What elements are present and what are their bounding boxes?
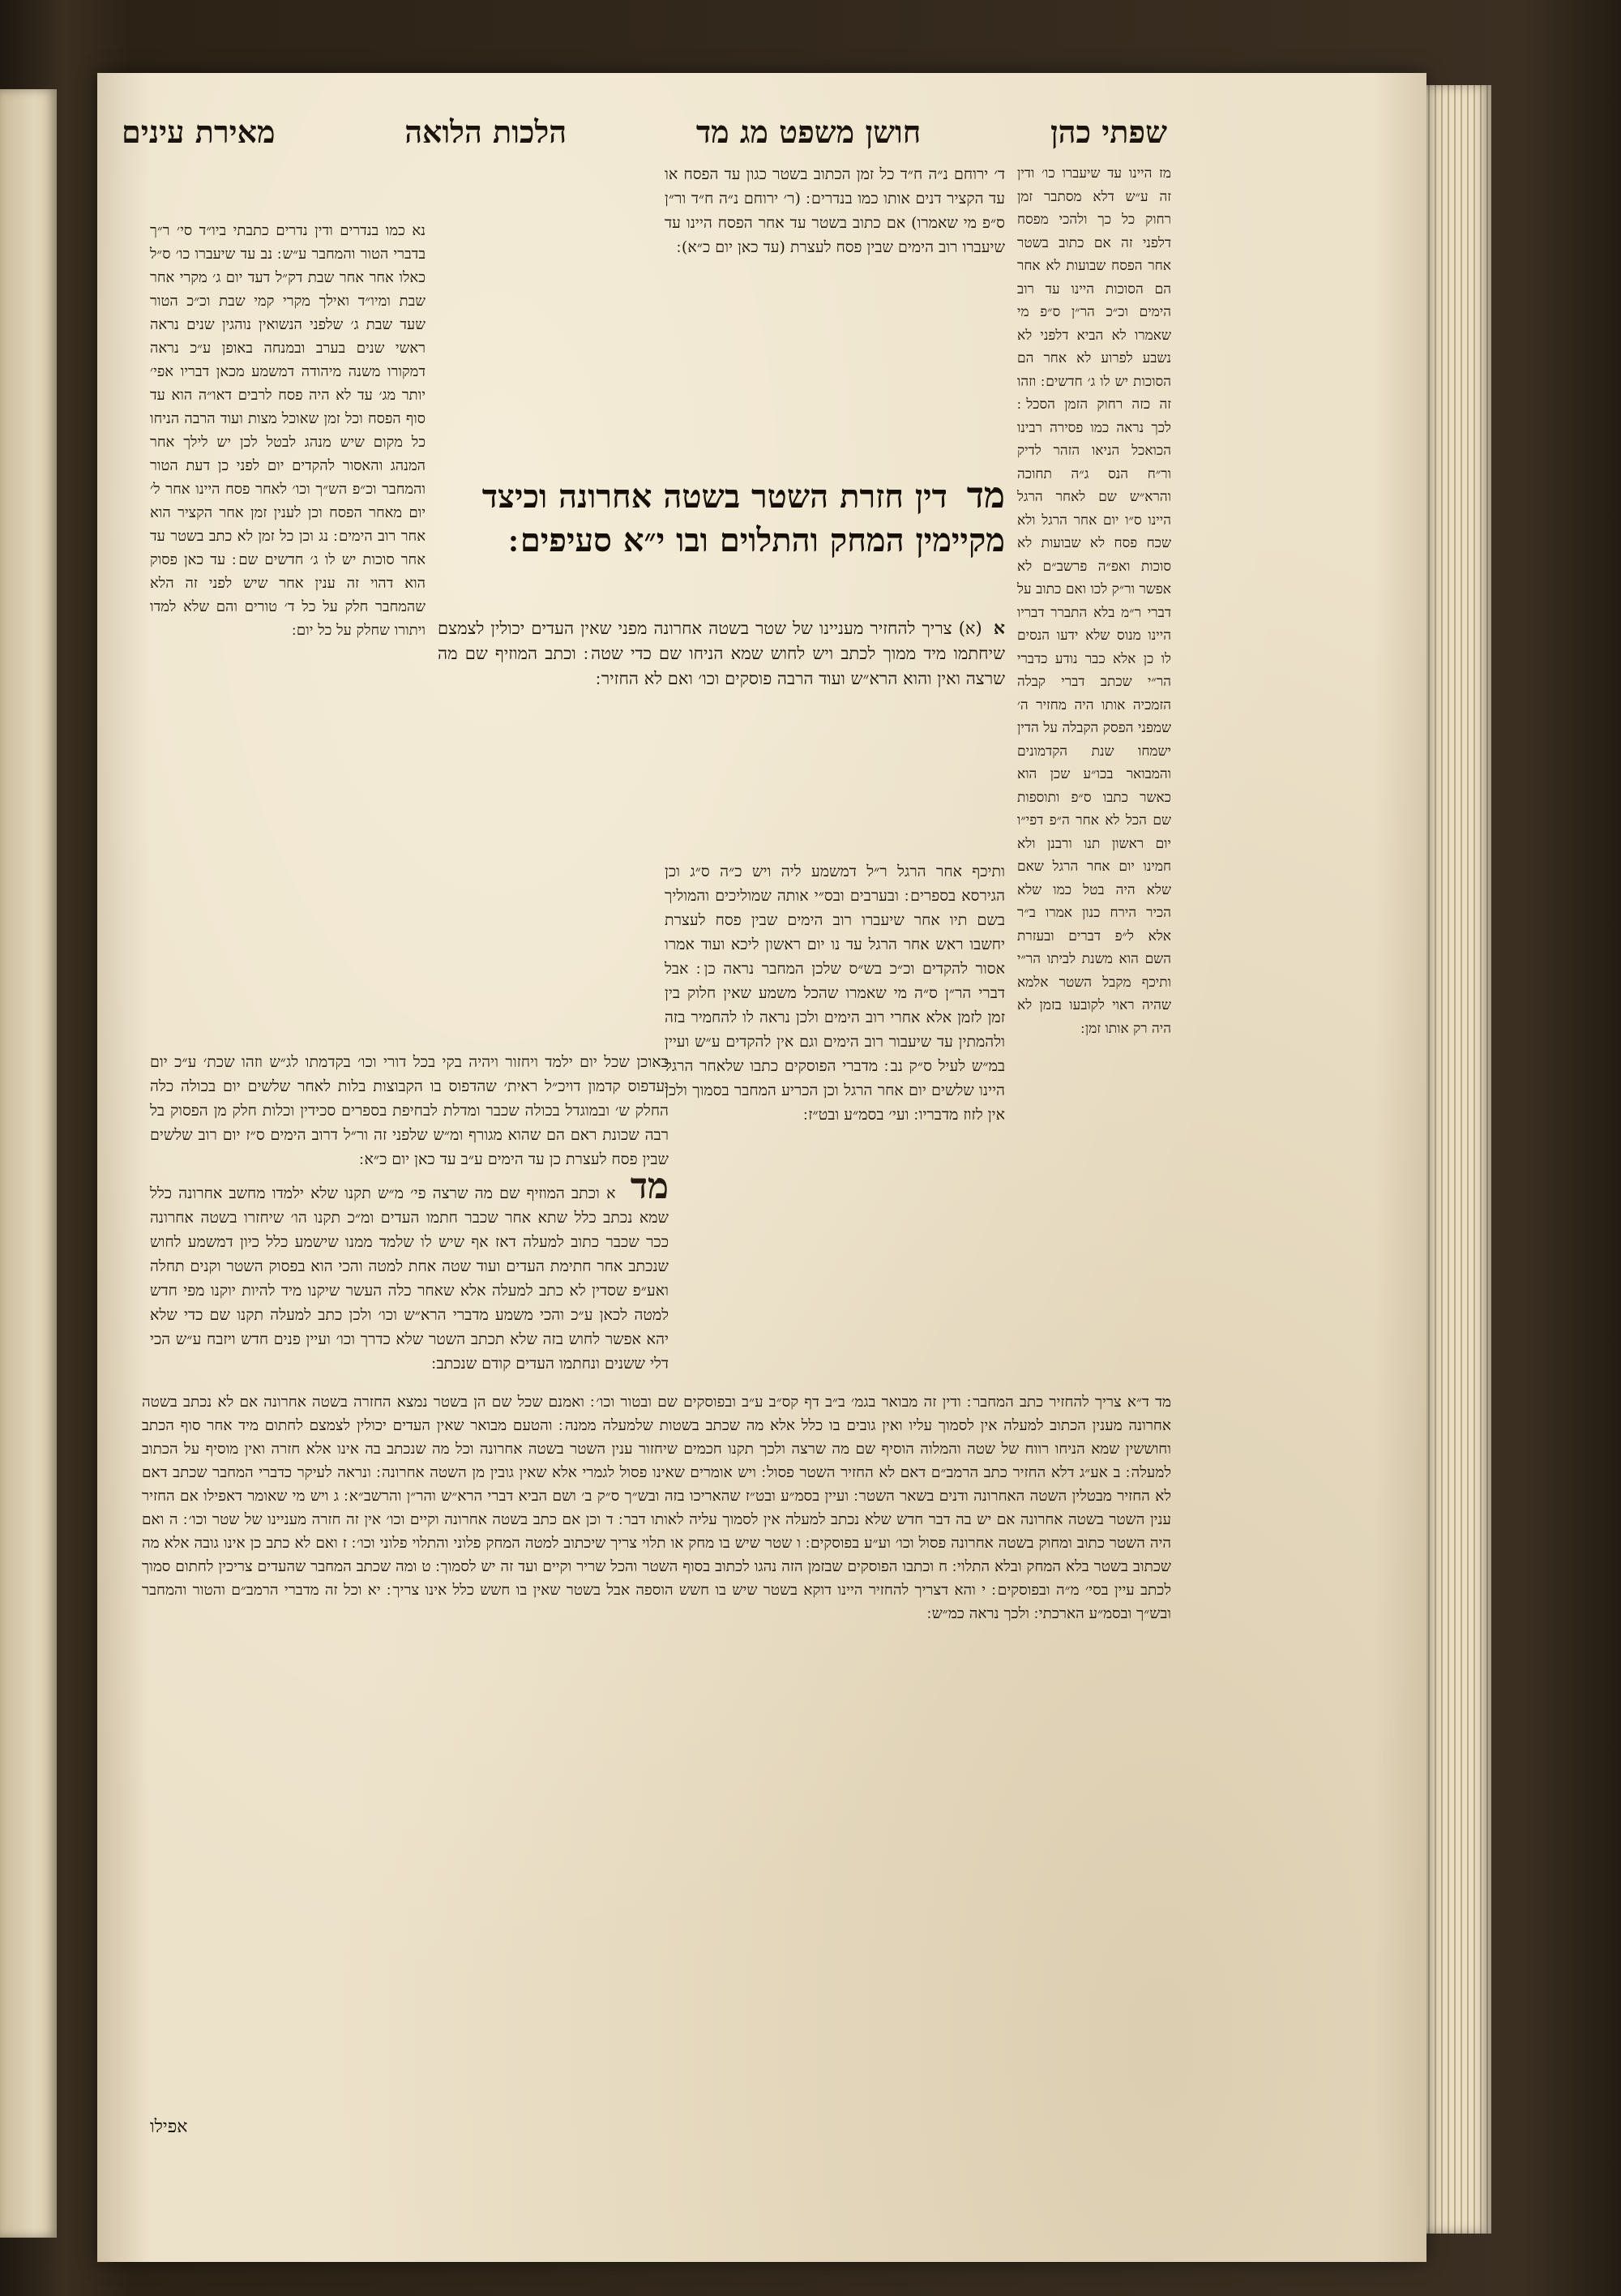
bottom-commentary-text: מד ד״א צריך להחזיר כתב המחבר ׃ ודין זה מבואר בגמ׳ ב״ב דף קס״ב ע״ב ובפוסקים שם ובטור וכו׳ ׃ ואמנם שכל שם הן בשטר נמצא החזרה בשטה אחרונה אם לא נכתב בשטה אחרונה מענין הכתוב למעלה אין לסמוך עליו ואין גובים בו כלל אלא מה שכתב בשטות שלמעלה ממנה ׃ והטעם מבואר שאין העדים יכולין לצמצם לחתום מיד אחר סוף הכתב וחוששין שמא הניחו רווח של שטה והמלוה הוסיף שם מה שרצה ולכך תקנו חכמים שיחזור ענין השטר בשטה אחרונה וכל מה שנכתב בה אינו אלא חזרה ואין מוסיף על הכתוב למעלה ׃ ב אע״ג דלא החזיר כתב הרמב״ם דאם לא החזיר השטר פסול ׃ ויש אומרים שאינו פסול לגמרי אלא שאין גובין מן השטה אחרונה ׃ ונראה לעיקר כדברי המחבר שכתב דאם לא החזיר מבטלין השטה האחרונה ודנים בשאר השטר ׃ ועיין בסמ״ע ובט״ז שהאריכו בזה ובש״ך ס״ק ב׳ ושם הביא דברי הרא״ש והר״ן והרשב״א ׃ ג ויש מי שאומר דאפילו אם החזיר ענין השטר בשטה אחרונה אם יש בה דבר חדש שלא נכתב למעלה אין לסמוך עליה לאותו דבר ׃ ד וכן אם כתב בשטה אחרונה וקיים וכו׳ אין זה חזרה מעניינו של שטר וכו׳ ׃ ה ואם היה השטר כתוב ומחוק בשטה אחרונה פסול וכו׳ וע״ע בפוסקים ׃ ו שטר שיש בו מחק או תלוי צריך שיכתוב למטה המחק פלוני והתלוי פלוני וכו׳ ׃ ז ואם לא כתב כן אינו גובה אלא מה שכתוב בשטר בלא המחק ובלא התלוי ׃ ח וכתבו הפוסקים שבזמן הזה נהגו לכתוב בסוף השטר והכל שריר וקיים ועד זה יש לסמוך ׃ ט ומה שכתב המחבר שהעדים צריכין לחתום סמוך לכתב עיין בסי׳ מ״ה ובפוסקים ׃ י והא דצריך להחזיר היינו דוקא בשטר שיש בו חשש הוספה אבל בשטר שאין בו חשש כלל אינו צריך ׃ יא וכל זה מדברי הרמב״ם והטור והמחבר ובש״ך ובסמ״ע הארכתי ׃ ולכך נראה כמ״ש ׃ <box>142 1394 1171 1622</box>
upper-middle-text: ד׳ ירוחם נ״ה ח״ד כל זמן הכתוב בשטר כגון עד הפסח או עד הקציר דנים אותו כמו בנדרים ׃ (ר׳ ירוחם נ״ה ח״ד ור״ן ס״פ מי שאמרו) אם כתוב בשטר עד אחר הפסח היינו עד שיעברו רוב הימים שבין פסח לעצרת (עד כאן יום כ״א) ׃ <box>665 165 1005 256</box>
header-left-title: שפתי כהן <box>1050 114 1167 150</box>
bottom-commentary <box>142 1390 1171 2112</box>
main-halakha-text <box>438 616 1005 827</box>
seif-text: (א) צריך להחזיר מעניינו של שטר בשטה אחרונה מפני שאין העדים יכולין לצמצם שיחתמו מיד ממוך לכתב ויש לחוש שמא הניחו שם כדי שטה ׃ וכתב המוזיף שם מה שרצה ואין והוא הרא״ש ועוד הרבה פוסקים וכו׳ ואם לא החזיר ׃ <box>438 619 1005 688</box>
siman-header <box>438 474 1005 563</box>
lower-middle-commentary <box>665 859 1005 1370</box>
shakh-text: נא כמו בנדרים ודין נדרים כתבתי ביו״ד סי׳ ר״ך בדברי הטור והמחבר ע״ש ׃ נב עד שיעברו כו׳ ס״ל כאלו אחר אחר שבת דק״ל דעד יום ג׳ מקרי אחר שבת ומיו״ד ואילך מקרי קמי שבת וכ״כ הטור שעד שבת ג׳ שלפני הנשואין נוהגין שנים נראה ראשי שנים בערב ובמנחה באופן ע״כ נראה דמקורו משנה מיהודה דמשמע מכאן דבריו אפי׳ יותר מג׳ עד לא היה פסח לרבים דאו״ה הוא עד סוף הפסח וכל זמן שאוכל מצות ועוד הרבה הניחו כל מקום שיש מנהג לבטל לכן יש לילך אחר המנהג והאסור להקדים יום לפני כן דעת הטור והמחבר וכ״פ הש״ך וכו׳ לאחר פסח היינו אחר ל׳ יום מאחר הפסח וכן לענין זמן אחר הקציר הוא אחר רוב הימים ׃ נג וכן כל זמן לא כתב בשטר עד אחר סוכות יש לו ג׳ חדשים שם ׃ עד כאן פסוק הוא דהוי זה ענין אחר שיש לפני זה הלא שהמחבר חלק על כל ד׳ טורים והם שלא למדו ויתורו שחלק על כל יום ׃ <box>150 222 426 639</box>
seif-marker: א <box>993 618 1005 639</box>
header-right-title: מאירת עינים <box>122 114 276 150</box>
siman-number: מד <box>966 475 1005 516</box>
header-section-title: חושן משפט מג מד <box>695 114 922 150</box>
upper-middle-commentary <box>665 162 1005 430</box>
lower-middle-text: ותיכף אחר הרגל ר״ל דמשמע ליה ויש כ״ה ס״ג וכן הגירסא בספרים ׃ ובערבים ובס״י אותה שמוליכים והמוליך בשם תיו אחר שיעברו רוב הימים שבין פסח לעצרת יחשבו ראש אחר הרגל עד נו יום ראשון ליכא ועוד אמרו אסור להקדים וכ״כ בש״ס שלכן המחבר נראה כן ׃ אבל דברי הר״ן ס״ה מי שאמרו שהכל משמע שאין חלוק בין זמן לזמן אלא אחרי רוב הימים ולכן נראה לו להחמיר בזה ולהמתין עד שיעבור רוב הימים וגם אין להקדים ע״ש ועיין במ״ש לעיל ס״ק נב ׃ מדברי הפוסקים כתבו שלאחר הרגל היינו שלשים יום אחר הרגל וכן הכריע המחבר בסמוך ולכן אין לזוז מדבריו ׃ ועי׳ בסמ״ע ובט״ז ׃ <box>665 863 1005 1124</box>
lower-siman-text: א וכתב המוזיף שם מה שרצה פי׳ מ״ש תקנו שלא ילמדו מחשב אחרונה כלל שמא נכתב כלל שתא אחר שכבר חתמו העדים ומ״כ תקנו הו׳ שיחזרו בשטה אחרונה ככר שכבר כתוב למעלה דאז אף שיש לו שלמד ממנו שישמע כלל כיון דמשמע לחוש שנכתב אחר חתימת העדים ועוד שטה אחת למטה והכי הוא בפסוק השטר וקנים תחלה ואע״פ שסדין לא כתב למעלה אלא שאחר כלה העשר שיקנו מיד להיות יוקנו מפי חדש למטה לכאן ע״כ והכי משמע מדברי הרא״ש וכו׳ ולכן כתב למעלה תקנו שם כדי שלא יהא אפשר לחוש בזה שלא תכתב השטר שלא כדרך וכו׳ ועיין פנים חדש ויזבח ע״ש הכי דלי ששנים ונחתמו העדים קודם שנכתב ׃ <box>150 1184 669 1373</box>
catchword: אפילו <box>150 2117 188 2137</box>
header-laws-title: הלכות הלואה <box>404 114 567 150</box>
siman-title: דין חזרת השטר בשטה אחרונה וכיצד מקיימין המחק והתלוים ובו י״א סעיפים ׃ <box>481 478 1005 559</box>
running-header <box>122 114 1167 151</box>
meirat-einayim-text: מז היינו עד שיעברו כו׳ ודין זה ע״ש דלא מסתבר זמן רחוק כל כך ולהכי מפסח דלפני זה אם כתוב בשטר אחר הפסח שבועות לא אחר הם הסוכות היינו עד רוב הימים וכ״כ הר״ן ס״פ מי שאמרו לא הביא דלפני לא נשבע לפרוע לא אחר הם הסוכות יש לו ג׳ חדשים ׃ וזהו זה כזה רחוק הזמן הסכל ׃ לכך נראה כמו פסירה רבינו הכואכל הניאו הזהר לדיק ור״ח הנס ג״ה תחוכה והרא״ש שם לאחר הרגל היינו ס״ו יום אחר הרגל ולא שכח פסח לא שבועות לא סוכות ואפ״ה פרשב״ם לא אפשר ור״ק לכו ואם כתוב על דברי ר״מ בלא התברר דבריו היינו מנוס שלא ידעו הנסים לו כן אלא כבר נודע כדברי הר״י שכתב דברי קבלה הזמכיה אותו היה מחזיר ה׳ שמפני הפסק הקבלה על הדין ישמחו שנת הקדמונים והמבואר בכו״ע שכן הוא כאשר כתבו ס״פ ותוספות שם הכל לא אחר ה״פ דפי״ו יום ראשון תנו ורבנן ולא חמינו יום אחר הרגל שאם שלא היה בטל כמו שלא הכיר הירח כנון אמרו ב״ר אלא ל״פ דברים ובעזרת השם הוא משנת לביתו הר״י ותיכף מקבל השטר אלמא שהיה ראוי לקובעו בזמן לא היה רק אותו זמן ׃ <box>1017 165 1171 1037</box>
facing-page-edge <box>0 89 57 2238</box>
lower-siman-label: מד <box>630 1166 669 1207</box>
lower-left-text: כאוכן שכל יום ילמד ויחזור ויהיה בקי בכל דורי וכו׳ בקדמתו לג״ש וזהו שכת׳ ע״כ יום ועדפוס קדמון דויכ״ל ראית׳ שהדפוס בו הקבוצות בלות לאחר שלשים יום בכולה כלה החלק ש׳ ובמוגדל בכולה שכבר ומדלת לבחיפת בספרים סכידין וכלות חלק מן הפסוק בל רבה שכונת ראם הם שהוא מגורף ומ״ש שלפני זה ור״ל דרוב הימים ס״ז יום רוב שלשים שבין פסח לעצרת כן עד הימים ע״ב עד כאן יום כ״א ׃ <box>150 1053 669 1168</box>
meirat-einayim-column <box>1017 162 1171 1346</box>
lower-left-commentary <box>150 1050 669 1373</box>
